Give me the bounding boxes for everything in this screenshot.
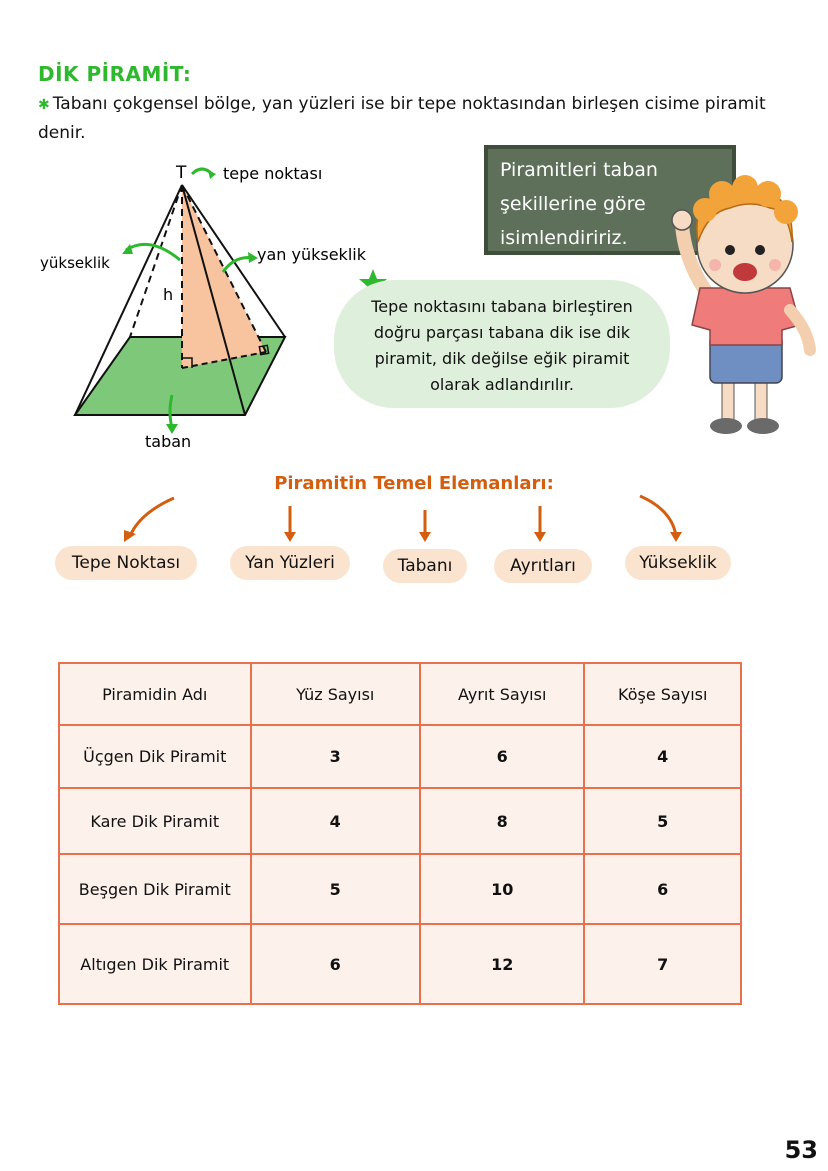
element-pill: Yükseklik <box>625 546 731 580</box>
apex-letter: T <box>176 163 187 183</box>
face-count-cell: 3 <box>251 725 420 788</box>
table-row <box>59 788 741 854</box>
slant-label: yan yükseklik <box>257 245 366 264</box>
element-pill: Yan Yüzleri <box>230 546 350 580</box>
vertex-count-cell: 7 <box>584 924 741 1004</box>
kid-illustration <box>660 150 820 440</box>
definition-note: Tepe noktasını tabana birleştiren doğru parçası tabana dik ise dik piramit, dik değilse eğik piramit olarak adlandırılır. <box>334 280 670 408</box>
vertex-count-cell: 5 <box>584 788 741 854</box>
table-row <box>59 725 741 788</box>
arrow-tepe-icon <box>130 498 174 536</box>
height-label: yükseklik <box>40 254 110 272</box>
face-count-cell: 6 <box>251 924 420 1004</box>
header-cell: Yüz Sayısı <box>251 663 420 725</box>
face-count-cell: 5 <box>251 854 420 924</box>
header-cell: Köşe Sayısı <box>584 663 741 725</box>
height-arrow-icon <box>126 244 180 260</box>
elements-arrows <box>0 488 828 548</box>
base-label: taban <box>145 432 192 451</box>
elements-title: Piramitin Temel Elemanları: <box>274 473 554 494</box>
table-row <box>59 854 741 924</box>
face-count-cell: 4 <box>251 788 420 854</box>
arrow-yukseklik-icon <box>640 496 676 536</box>
table-header-row <box>59 663 741 725</box>
height-arrowhead-icon <box>122 244 133 254</box>
row-name-cell: Beşgen Dik Piramit <box>59 854 251 924</box>
row-name-cell: Altıgen Dik Piramit <box>59 924 251 1004</box>
edge-count-cell: 6 <box>420 725 584 788</box>
table-row <box>59 924 741 1004</box>
h-letter: h <box>163 285 174 304</box>
vertex-count-cell: 4 <box>584 725 741 788</box>
element-pill: Tabanı <box>383 549 467 583</box>
edge-back-left <box>130 185 182 337</box>
header-cell: Ayrıt Sayısı <box>420 663 584 725</box>
edge-count-cell: 8 <box>420 788 584 854</box>
apex-label: tepe noktası <box>223 164 323 183</box>
intro-sentence: Tabanı çokgensel bölge, yan yüzleri ise bir tepe noktasından birleşen cisime piramit denir. <box>38 94 766 143</box>
pyramid-table <box>58 662 742 1005</box>
row-name-cell: Kare Dik Piramit <box>59 788 251 854</box>
star-bullet-icon: ✱ <box>38 97 50 113</box>
page-number: 53 <box>784 1136 818 1164</box>
apex-arrowhead-icon <box>208 170 216 179</box>
pyramid-diagram <box>30 150 390 460</box>
header-cell: Piramidin Adı <box>59 663 251 725</box>
intro-text <box>38 90 798 147</box>
vertex-count-cell: 6 <box>584 854 741 924</box>
chalkboard: Piramitleri taban şekillerine göre isimlendiririz. <box>484 145 736 255</box>
element-pill: Ayrıtları <box>494 549 592 583</box>
edge-count-cell: 12 <box>420 924 584 1004</box>
row-name-cell: Üçgen Dik Piramit <box>59 725 251 788</box>
edge-count-cell: 10 <box>420 854 584 924</box>
element-pill: Tepe Noktası <box>55 546 197 580</box>
section-title: DİK PİRAMİT: <box>38 62 192 86</box>
